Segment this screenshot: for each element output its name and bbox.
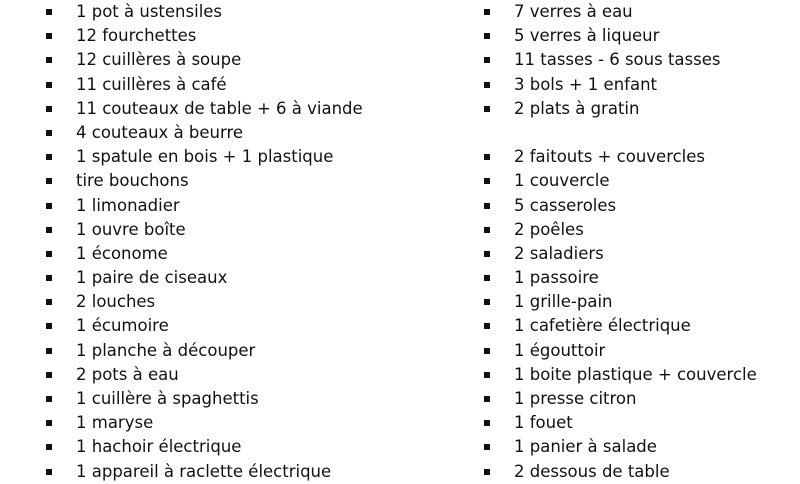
list-item	[484, 48, 794, 72]
list-item	[46, 290, 446, 314]
list-item-text: 2 dessous de table	[514, 461, 670, 481]
list-item-text: 2 poêles	[514, 219, 584, 239]
list-item-text: 7 verres à eau	[514, 2, 633, 21]
list-item-text: 1 hachoir électrique	[76, 437, 242, 457]
square-bullet-icon	[484, 444, 490, 450]
list-item	[484, 387, 794, 411]
list-item	[484, 97, 794, 121]
square-bullet-icon	[484, 33, 490, 39]
list-item	[484, 339, 794, 363]
square-bullet-icon	[46, 251, 52, 257]
list-item	[484, 145, 794, 169]
square-bullet-icon	[484, 396, 490, 402]
square-bullet-icon	[484, 323, 490, 329]
square-bullet-icon	[484, 106, 490, 112]
square-bullet-icon	[484, 9, 490, 15]
list-item-text: 2 plats à gratin	[514, 98, 640, 118]
list-item-text: 3 bols + 1 enfant	[514, 74, 658, 94]
square-bullet-icon	[46, 203, 52, 209]
square-bullet-icon	[46, 348, 52, 354]
list-item-text: 2 pots à eau	[76, 364, 179, 384]
square-bullet-icon	[484, 348, 490, 354]
list-item	[46, 387, 446, 411]
list-item	[46, 460, 446, 484]
square-bullet-icon	[46, 57, 52, 63]
list-item	[46, 24, 446, 48]
list-item-text: 1 maryse	[76, 413, 154, 433]
square-bullet-icon	[46, 33, 52, 39]
list-item	[46, 363, 446, 387]
list-item	[46, 48, 446, 72]
square-bullet-icon	[46, 178, 52, 184]
square-bullet-icon	[46, 469, 52, 475]
list-item-text: 1 écumoire	[76, 316, 169, 336]
list-item	[46, 0, 446, 24]
list-item-text: 11 couteaux de table + 6 à viande	[76, 98, 363, 118]
square-bullet-icon	[46, 444, 52, 450]
square-bullet-icon	[46, 82, 52, 88]
square-bullet-icon	[484, 203, 490, 209]
square-bullet-icon	[484, 469, 490, 475]
list-item-text: 5 verres à liqueur	[514, 26, 660, 46]
list-item-text: 1 cuillère à spaghettis	[76, 389, 259, 408]
list-item	[484, 290, 794, 314]
list-item	[484, 411, 794, 435]
list-item	[484, 266, 794, 290]
square-bullet-icon	[484, 227, 490, 233]
square-bullet-icon	[484, 57, 490, 63]
list-item-text: 12 fourchettes	[76, 26, 197, 46]
list-item	[46, 411, 446, 435]
list-item-text: 1 couvercle	[514, 171, 610, 191]
square-bullet-icon	[46, 106, 52, 112]
list-item-text: 1 boite plastique + couvercle	[514, 364, 757, 384]
list-item	[484, 363, 794, 387]
square-bullet-icon	[484, 154, 490, 160]
list-item-text: 11 tasses - 6 sous tasses	[514, 50, 721, 70]
list-item-text: 1 cafetière électrique	[514, 316, 691, 336]
list-item-text: 12 cuillères à soupe	[76, 50, 242, 70]
right-item-list	[484, 0, 794, 484]
square-bullet-icon	[484, 420, 490, 426]
list-item-text: 1 pot à ustensiles	[76, 2, 223, 21]
list-item	[46, 73, 446, 97]
square-bullet-icon	[46, 275, 52, 281]
list-item-text: 1 panier à salade	[514, 437, 657, 457]
square-bullet-icon	[46, 299, 52, 305]
list-item-text: 5 casseroles	[514, 195, 617, 215]
list-item-text: 1 égouttoir	[514, 340, 606, 360]
list-item	[484, 194, 794, 218]
list-item	[484, 314, 794, 338]
list-item	[46, 435, 446, 459]
list-item	[46, 169, 446, 193]
list-item-text: 1 fouet	[514, 413, 573, 433]
list-item-text: 1 planche à découper	[76, 340, 256, 360]
list-item-text: 1 économe	[76, 243, 168, 263]
list-item	[484, 242, 794, 266]
square-bullet-icon	[484, 178, 490, 184]
list-item	[484, 0, 794, 24]
square-bullet-icon	[484, 372, 490, 378]
square-bullet-icon	[46, 154, 52, 160]
list-item	[46, 145, 446, 169]
square-bullet-icon	[484, 251, 490, 257]
blank-list-row	[484, 121, 794, 145]
list-item-text: 1 passoire	[514, 268, 599, 288]
list-item	[46, 339, 446, 363]
list-item-text: 4 couteaux à beurre	[76, 122, 244, 142]
square-bullet-icon	[46, 130, 52, 136]
square-bullet-icon	[484, 82, 490, 88]
list-item	[46, 194, 446, 218]
list-item-text: 1 paire de ciseaux	[76, 268, 228, 288]
list-item-text: 2 saladiers	[514, 243, 604, 263]
list-item-text: 1 appareil à raclette électrique	[76, 461, 332, 481]
list-item	[46, 266, 446, 290]
square-bullet-icon	[484, 299, 490, 305]
list-item	[484, 24, 794, 48]
square-bullet-icon	[46, 227, 52, 233]
list-item	[46, 97, 446, 121]
square-bullet-icon	[46, 323, 52, 329]
list-item	[484, 435, 794, 459]
list-item-text: 2 faitouts + couvercles	[514, 147, 706, 167]
square-bullet-icon	[46, 372, 52, 378]
list-item	[484, 460, 794, 484]
list-item	[46, 218, 446, 242]
list-item	[46, 242, 446, 266]
list-item-text: 11 cuillères à café	[76, 74, 227, 94]
list-item-text: 1 presse citron	[514, 389, 637, 408]
list-item	[46, 121, 446, 145]
list-item-text: tire bouchons	[76, 171, 189, 191]
square-bullet-icon	[46, 420, 52, 426]
square-bullet-icon	[484, 275, 490, 281]
list-item	[484, 73, 794, 97]
square-bullet-icon	[46, 396, 52, 402]
list-item	[484, 218, 794, 242]
list-item-text: 1 ouvre boîte	[76, 219, 186, 239]
square-bullet-icon	[46, 9, 52, 15]
list-item-text: 1 grille-pain	[514, 292, 613, 312]
list-item-text: 1 limonadier	[76, 195, 180, 215]
list-item	[46, 314, 446, 338]
list-item-text: 1 spatule en bois + 1 plastique	[76, 147, 334, 167]
list-item-text: 2 louches	[76, 292, 156, 312]
list-item	[484, 169, 794, 193]
left-item-list	[46, 0, 446, 484]
